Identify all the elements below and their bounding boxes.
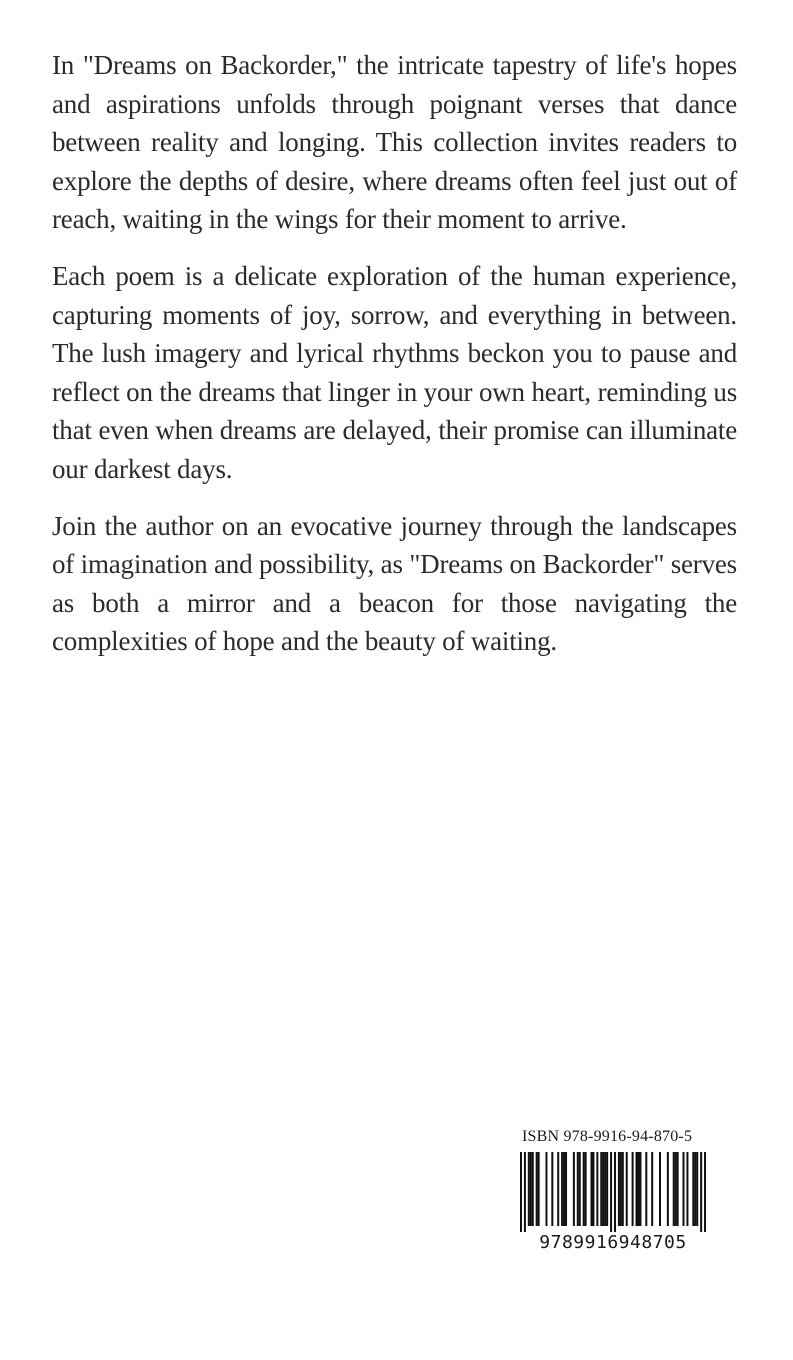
barcode-bar (606, 1152, 608, 1226)
barcode-bar (602, 1152, 604, 1226)
barcode-bar (592, 1152, 594, 1226)
blurb-paragraph-3: Join the author on an evocative journey through the landscapes of imagination and possibility, as "Dreams on Backorder" serves as both a mirror and a beacon for those navigating the complexities of hope and the beauty of waiting. (52, 510, 737, 657)
barcode-bar (659, 1152, 661, 1226)
barcode-bar (583, 1152, 585, 1226)
isbn-barcode-block (514, 1128, 721, 1276)
barcode-bar (637, 1152, 639, 1226)
barcode-bar (596, 1152, 598, 1226)
barcode-bar (561, 1152, 563, 1226)
barcode-bar (700, 1152, 702, 1232)
barcode-bar (683, 1152, 685, 1226)
barcode-bar (573, 1152, 575, 1226)
isbn-label: ISBN 978-9916-94-870-5 (522, 1128, 693, 1145)
barcode-bar (675, 1152, 677, 1226)
barcode-bar (639, 1152, 641, 1226)
barcode-bar (585, 1152, 587, 1226)
barcode-bar (590, 1152, 592, 1226)
barcode-bar (614, 1152, 616, 1232)
barcode-bar (538, 1152, 540, 1226)
barcode-bars (520, 1152, 706, 1232)
barcode-bar (530, 1152, 532, 1226)
blurb-paragraph-2: Each poem is a delicate exploration of the human experience, capturing moments of joy, sorrow, and everything in between. The lush imagery and lyrical rhythms beckon you to pause and reflect on the dreams that linger in your own heart, reminding us that even when dreams are delayed, their promise can illuminate our darkest days. (52, 260, 737, 484)
barcode-bar (645, 1152, 647, 1226)
barcode-bar (604, 1152, 606, 1226)
barcode-bar (532, 1152, 534, 1226)
barcode-bar (524, 1152, 526, 1232)
barcode-bar (632, 1152, 634, 1226)
barcode-bar (600, 1152, 602, 1226)
barcode-bar (565, 1152, 567, 1226)
blurb-paragraph-1: In "Dreams on Backorder," the intricate tapestry of life's hopes and aspirations unfolds through poignant verses that dance between reality and longing. This collection invites readers to explore the depths of desire, where dreams often feel just out of reach, waiting in the wings for their moment to arrive. (52, 50, 737, 235)
barcode-bar (557, 1152, 559, 1226)
barcode-bar (620, 1152, 622, 1226)
barcode-bar (563, 1152, 565, 1226)
barcode-bar (673, 1152, 675, 1226)
barcode-bar (626, 1152, 628, 1226)
barcode-bar (577, 1152, 579, 1226)
barcode-bar (696, 1152, 698, 1226)
barcode-bar (686, 1152, 688, 1226)
barcode-digits: 9789916948705 (539, 1232, 687, 1253)
barcode-bar (536, 1152, 538, 1226)
barcode-bar (618, 1152, 620, 1226)
barcode-bar (520, 1152, 522, 1232)
barcode-bar (610, 1152, 612, 1232)
barcode-bar (545, 1152, 547, 1226)
barcode-bar (636, 1152, 638, 1226)
back-cover-blurb (52, 46, 737, 679)
barcode-bar (677, 1152, 679, 1226)
barcode-bar (579, 1152, 581, 1226)
barcode-bar (667, 1152, 669, 1226)
barcode-bar (651, 1152, 653, 1226)
barcode-bar (692, 1152, 694, 1226)
barcode-bar (694, 1152, 696, 1226)
barcode-bar (528, 1152, 530, 1226)
barcode-bar (622, 1152, 624, 1226)
barcode-bar (551, 1152, 553, 1226)
barcode-bar (704, 1152, 706, 1232)
